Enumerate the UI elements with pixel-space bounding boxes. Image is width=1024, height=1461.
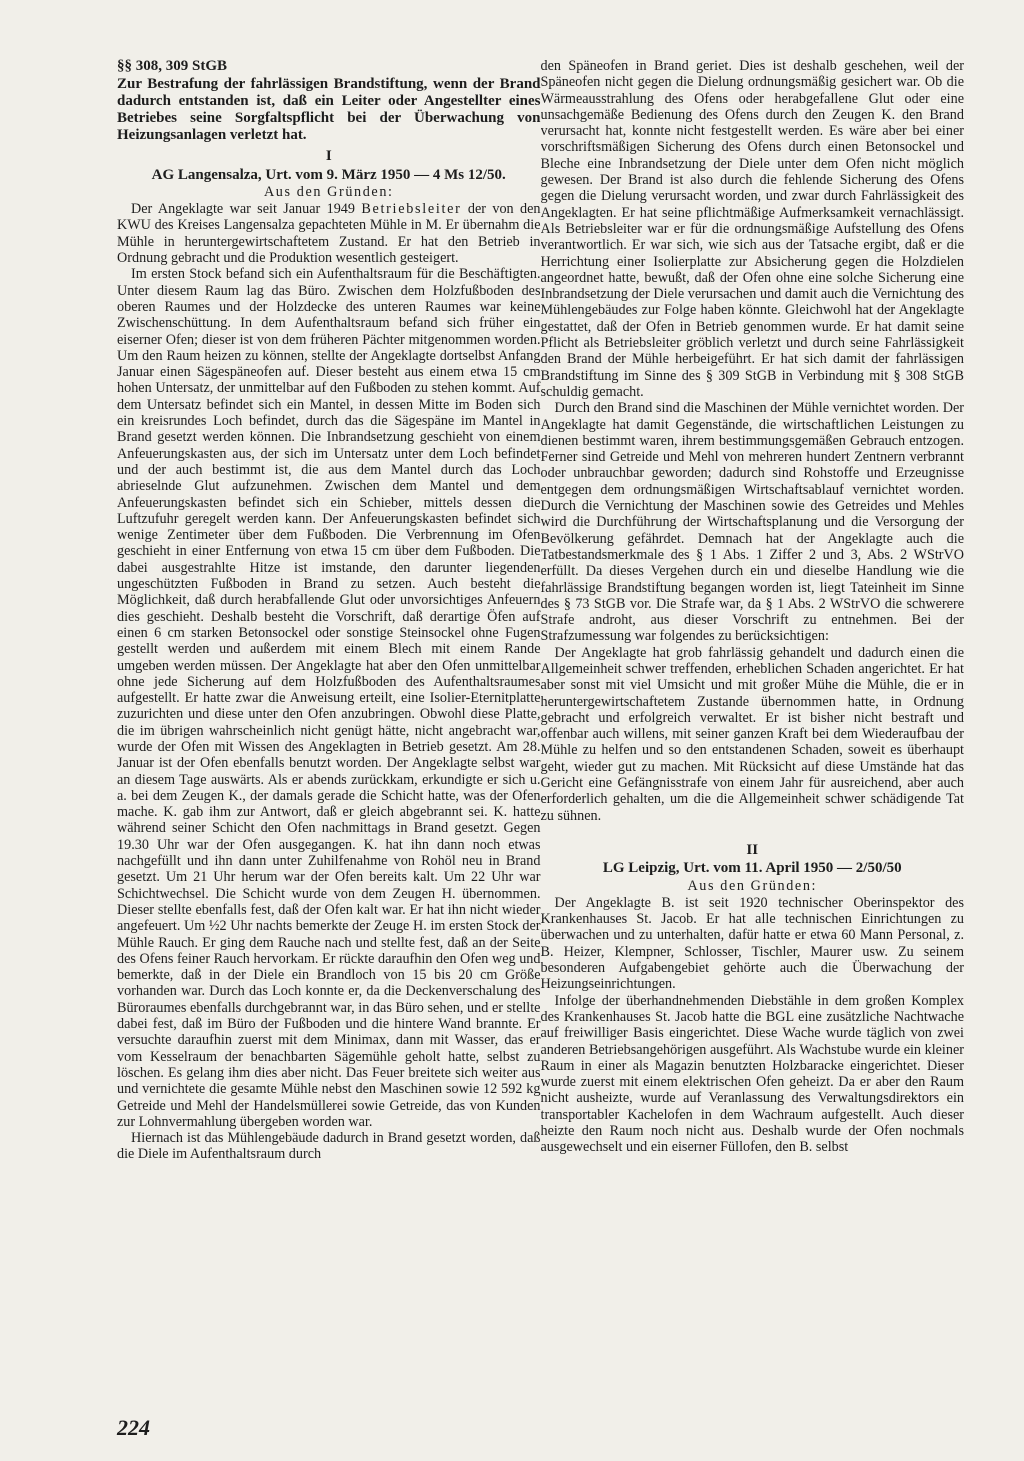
body-paragraph: Durch den Brand sind die Maschinen der Mühle vernichtet worden. Der Angeklagte hat damit Gegenstände, die wirtschaftlichen Leistungen zu dienen bestimmt waren, ihrem bestimmungsgemäßen Gebrauch entzogen. Ferner sind Getreide und Mehl von mehreren hundert Zentnern verbrannt oder unbrauchbar geworden; dadurch sind Rohstoffe und Erzeugnisse entgegen dem ordnungsmäßigen Wirtschaftsablauf vernichtet worden. Durch die Vernichtung der Maschinen sowie des Getreides und Mehles wird die Durchführung der Wirtschaftsplanung und die Versorgung der Bevölkerung gefährdet. Demnach hat der Angeklagte auch die Tatbestandsmerkmale des § 1 Abs. 1 Ziffer 2 und 3, Abs. 2 WStrVO erfüllt. Da dieses Vergehen durch ein und dieselbe Handlung wie die fahrlässige Brandstiftung begangen worden ist, liegt Tateinheit im Sinne des § 73 StGB vor. Die Strafe war, da § 1 Abs. 2 WStrVO die schwerere Strafe androht, aus dieser Vorschrift zu entnehmen. Bei der Strafzumessung war folgendes zu berücksichtigen: — [540, 400, 964, 645]
body-paragraph: Infolge der überhandnehmenden Diebstähle in dem großen Komplex des Krankenhauses St. Jacob hatte die BGL eine zusätzliche Nachtwache auf freiwilliger Basis eingerichtet. Diese Wache wurde täglich von zwei anderen Betriebsangehörigen ausgeführt. Als Wachstube wurde ein kleiner Raum in einer als Magazin benutzten Holzbaracke eingerichtet. Dieser wurde zuerst mit einem elektrischen Ofen geheizt. Da er aber den Raum nicht ausheizte, wurde auf Veranlassung des Verwaltungsdirektors ein transportabler Kachelofen in dem Wachraum aufgestellt. Auch dieser heizte den Raum noch nicht aus. Deshalb wurde der Ofen nochmals ausgewechselt und ein eiserner Füllofen, den B. selbst — [540, 992, 964, 1156]
body-paragraph: Im ersten Stock befand sich ein Aufenthaltsraum für die Beschäftigten. Unter diesem Raum lag das Büro. Zwischen dem Holzfußboden des oberen Raumes und der Holzdecke des unteren Raumes war keine Zwischenschüttung. In dem Aufenthaltsraum befand sich früher ein eiserner Ofen; dieser ist von dem früheren Pächter mitgenommen worden. Um den Raum heizen zu können, stellte der Angeklagte dortselbst Anfang Januar einen Sägespäneofen auf. Dieser besteht aus einem etwa 15 cm hohen Untersatz, der unmittelbar auf den Fußboden zu stehen kommt. Auf dem Untersatz befindet sich ein Mantel, in dessen Mitte im Boden sich ein kreisrundes Loch befindet, durch das die Sägespäne im Mantel in Brand gesetzt werden können. Die Inbrandsetzung geschieht von einem Anfeuerungskasten aus, der sich im Untersatz unter dem Loch befindet und der auch bestimmt ist, die aus dem Mantel durch das Loch abrieselnde Glut aufzunehmen. Zwischen dem Mantel und dem Anfeuerungskasten befindet sich ein Schieber, mittels dessen die Luftzufuhr geregelt werden kann. Der Anfeuerungskasten befindet sich wenige Zentimeter über dem Fußboden. Die Verbrennung im Ofen geschieht in einer Entfernung von etwa 15 cm über dem Fußboden. Die dabei ausgestrahlte Hitze ist imstande, den darunter liegenden ungeschützten Fußboden in Brand zu setzen. Auch besteht die Möglichkeit, daß durch herabfallende Glut oder unvorsichtiges Anfeuern dies geschieht. Deshalb besteht die Vorschrift, daß derartige Öfen auf einen 6 cm starken Betonsockel oder sonstige Steinsockel ohne Fugen gestellt werden und außerdem mit einem Blech mit einem Rande umgeben werden müssen. Der Angeklagte hat aber den Ofen unmittelbar ohne jede Sicherung auf dem Holzfußboden des Aufenthaltsraumes aufgestellt. Er hatte zwar die Anweisung erteilt, eine Isolier-Eternitplatte zuzurichten und diese unter den Ofen anzubringen. Obwohl diese Platte, die im übrigen wahrscheinlich nicht genügt hätte, nicht angebracht war, wurde der Ofen mit Wissen des Angeklagten in Betrieb gesetzt. Am 28. Januar ist der Ofen ebenfalls benutzt worden. Der Angeklagte selbst war an diesem Tage auswärts. Als er abends zurückkam, erkundigte er sich u. a. bei dem Zeugen K., der damals gerade die Schicht hatte, was der Ofen mache. K. gab ihm zur Antwort, daß er gleich abgebrannt sei. K. hatte während seiner Schicht den Ofen nachmittags in Brand gesetzt. Gegen 19.30 Uhr war der Ofen ausgegangen. K. hat ihn dann noch etwas nachgefüllt und ihn dann unter Zuhilfenahme von Rohöl neu in Brand gesetzt. Um 21 Uhr herum war der Ofen bereits kalt. Um 22 Uhr war Schichtwechsel. Die Schicht wurde von dem Zeugen H. übernommen. Dieser stellte ebenfalls fest, daß der Ofen kalt war. Er hat ihn nicht wieder angefeuert. Um ½2 Uhr nachts bemerkte der Zeuge H. im ersten Stock der Mühle Rauch. Er ging dem Rauche nach und stellte fest, daß an der Seite des Ofens feiner Rauch hervorkam. Er rückte daraufhin den Ofen weg und bemerkte, daß in der Diele ein Brandloch von 15 bis 20 cm Größe vorhanden war. Durch das Loch konnte er, da die Deckenverschalung des Büroraumes ebenfalls durchgebrannt war, in das Büro sehen, und er stellte dabei fest, daß im Büro der Fußboden und die hintere Wand brannte. Er versuchte daraufhin zuerst mit dem Minimax, dann mit Wasser, das er vom Kesselraum der benachbarten Sägemühle geholt hatte, selbst zu löschen. Es gelang ihm dies aber nicht. Das Feuer breitete sich weiter aus und vernichtete die gesamte Mühle nebst den Maschinen sowie 12 592 kg Getreide und Mehl der Handelsmüllerei sowie Getreide, das von Kunden zur Lohnvermahlung übergeben worden war. — [117, 266, 541, 1130]
right-column — [541, 58, 965, 1398]
body-paragraph — [117, 201, 541, 266]
text-columns — [117, 58, 964, 1398]
page-number: 224 — [117, 1415, 150, 1440]
section-gap — [541, 824, 965, 838]
paragraph-reference: §§ 308, 309 StGB — [117, 58, 228, 74]
emphasized-term: Betriebsleiter — [361, 201, 462, 218]
body-paragraph: Hiernach ist das Mühlengebäude dadurch in Brand gesetzt worden, daß die Diele im Aufenthaltsraum durch — [117, 1130, 541, 1163]
text-run: Der Angeklagte war seit Januar 1949 — [131, 201, 362, 218]
section-number-2: II — [746, 841, 759, 858]
body-paragraph: den Späneofen in Brand geriet. Dies ist deshalb geschehen, weil der Späneofen nicht gegen die Dielung ordnungsmäßig gesichert war. Ob die Wärmeausstrahlung des Ofens oder herabgefallene Glut oder eine unsachgemäße Bedienung des Ofens durch den Zeugen K. den Brand verursacht hat, konnte nicht festgestellt werden. Es wäre aber bei einer vorschriftsmäßigen Sicherung des Ofens durch einen Betonsockel und Bleche eine Inbrandsetzung der Diele unter dem Ofen nicht möglich gewesen. Der Brand ist also durch die fehlende Sicherung des Ofens gegen die Dielung verursacht worden, und zwar durch Fahrlässigkeit des Angeklagten. Er hat seine pflichtmäßige Aufmerksamkeit vernachlässigt. Als Betriebsleiter war er für die ordnungsmäßige Aufstellung des Ofens verantwortlich. Er war sich, wie sich aus der Tatsache ergibt, daß er die Herrichtung einer Isolierplatte zur Absicherung gegen die Holzdielen angeordnet hatte, bewußt, daß der Ofen ohne eine solche Sicherung eine Inbrandsetzung der Diele verursachen und damit auch die Vernichtung des Mühlengebäudes zur Folge haben könnte. Gleichwohl hat der Angeklagte gestattet, daß der Ofen in Betrieb genommen wurde. Er hat damit seine Pflicht als Betriebsleiter gröblich verletzt und durch seine Fahrlässigkeit den Brand der Mühle herbeigeführt. Er hat sich damit der fahrlässigen Brandstiftung im Sinne des § 309 StGB in Verbindung mit § 308 StGB schuldig gemacht. — [540, 58, 964, 400]
section-number-1: I — [325, 148, 332, 165]
grounds-heading-1: Aus den Gründen: — [263, 183, 394, 200]
body-paragraph: Der Angeklagte hat grob fahrlässig gehandelt und dadurch einen die Allgemeinheit schwer treffenden, erheblichen Schaden angerichtet. Er hat aber sonst mit viel Umsicht und mit großer Mühe die Mühle, die er in heruntergewirtschaftetem Zustande übernommen hatte, in Ordnung gebracht und erfolgreich verwaltet. Er ist bisher nicht bestraft und offenbar auch willens, mit seiner ganzen Kraft bei dem Wiederaufbau der Mühle zu helfen und so den entstandenen Schaden, soweit es überhaupt geht, wieder gut zu machen. Mit Rücksicht auf diese Umstände hat das Gericht eine Gefängnisstrafe von einem Jahr für ausreichend, aber auch erforderlich gehalten, um die die Allgemeinheit schwer schädigende Tat zu sühnen. — [540, 644, 964, 824]
left-column — [117, 58, 541, 1398]
grounds-heading-2: Aus den Gründen: — [687, 877, 818, 894]
body-paragraph: Der Angeklagte B. ist seit 1920 technischer Oberinspektor des Krankenhauses St. Jacob. Er hat alle technischen Einrichtungen zu überwachen und zu unterhalten, dafür hatte er etwa 60 Mann Personal, z. B. Heizer, Klempner, Schlosser, Tischler, Maurer usw. Zu seinem besonderen Aufgabengebiet gehörte auch die Überwachung der Heizungseinrichtungen. — [540, 894, 964, 993]
court-decision-1: AG Langensalza, Urt. vom 9. März 1950 — 4 Ms 12/50. — [151, 166, 506, 183]
court-decision-2: LG Leipzig, Urt. vom 11. April 1950 — 2/50/50 — [602, 860, 902, 877]
text-run: der von den KWU des Kreises Langensalza gepachteten Mühle in M. Er übernahm die Mühle in heruntergewirtschaftetem Zustand. Er hat den Betrieb in Ordnung gebracht und die Produktion wesentlich gesteigert. — [117, 201, 541, 267]
headnote: Zur Bestrafung der fahrlässigen Brandstiftung, wenn der Brand dadurch entstanden ist, daß ein Leiter oder Angestellter eines Betriebes seine Sorgfaltspflicht bei der Überwachung von Heizungsanlagen verletzt hat. — [117, 76, 541, 144]
